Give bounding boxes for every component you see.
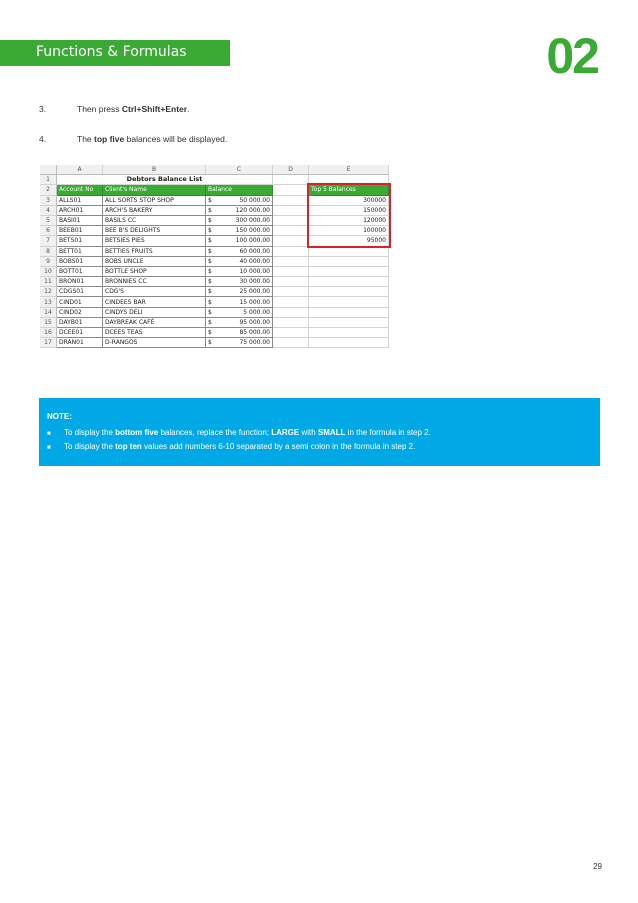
top5-cell (309, 287, 389, 297)
row-number: 7 (40, 236, 57, 246)
row-number: 2 (40, 185, 57, 195)
account-cell: ARCH01 (57, 205, 103, 215)
note-box (39, 398, 600, 466)
balance-cell: $ 50 000.00 (206, 195, 273, 205)
header-name: Client's Name (103, 185, 206, 195)
row-number: 9 (40, 256, 57, 266)
top5-highlight-box (307, 183, 391, 248)
table-row (40, 297, 389, 307)
currency-symbol: $ (208, 206, 212, 214)
page-number: 29 (593, 862, 602, 871)
column-header: B (103, 165, 206, 175)
row-number: 12 (40, 287, 57, 297)
row-number: 11 (40, 277, 57, 287)
account-cell: DAYB01 (57, 317, 103, 327)
currency-symbol: $ (208, 278, 212, 286)
balance-cell: $ 15 000.00 (206, 297, 273, 307)
top5-cell: 120000 (309, 215, 389, 225)
currency-symbol: $ (208, 339, 212, 347)
currency-symbol: $ (208, 227, 212, 235)
balance-cell: $ 85 000.00 (206, 328, 273, 338)
currency-symbol: $ (208, 288, 212, 296)
row-number: 14 (40, 307, 57, 317)
balance-cell: $ 120 000.00 (206, 205, 273, 215)
name-cell: BETSIES PIES (103, 236, 206, 246)
column-header: A (57, 165, 103, 175)
row-number: 8 (40, 246, 57, 256)
top5-cell: 150000 (309, 205, 389, 215)
top5-cell (309, 328, 389, 338)
name-cell: ARCH'S BAKERY (103, 205, 206, 215)
step-text: The top five balances will be displayed. (77, 134, 228, 144)
name-cell: DAYBREAK CAFÉ (103, 317, 206, 327)
account-cell: BOTT01 (57, 266, 103, 276)
note-item: ■ To display the bottom five balances, replace the function; LARGE with SMALL in the formula in step 2. (47, 428, 431, 437)
balance-cell: $ 100 000.00 (206, 236, 273, 246)
balance-cell: $ 40 000.00 (206, 256, 273, 266)
table-row (40, 266, 389, 276)
top5-cell (309, 317, 389, 327)
balance-cell: $ 75 000.00 (206, 338, 273, 348)
currency-symbol: $ (208, 196, 212, 204)
balance-cell: $ 150 000.00 (206, 226, 273, 236)
account-cell: BETT01 (57, 246, 103, 256)
account-cell: DCEE01 (57, 328, 103, 338)
top5-cell (309, 277, 389, 287)
currency-symbol: $ (208, 318, 212, 326)
top5-cell (309, 266, 389, 276)
account-cell: DRAN01 (57, 338, 103, 348)
account-cell: ALLS01 (57, 195, 103, 205)
balance-cell: $ 30 000.00 (206, 277, 273, 287)
balance-cell: $ 10 000.00 (206, 266, 273, 276)
row-number: 10 (40, 266, 57, 276)
name-cell: BOTTLE SHOP (103, 266, 206, 276)
table-row (40, 328, 389, 338)
row-number: 6 (40, 226, 57, 236)
name-cell: BRONNIES CC (103, 277, 206, 287)
balance-cell: $ 300 000.00 (206, 215, 273, 225)
name-cell: BEE B'S DELIGHTS (103, 226, 206, 236)
name-cell: ALL SORTS STOP SHOP (103, 195, 206, 205)
section-banner (0, 40, 230, 66)
name-cell: BASILS CC (103, 215, 206, 225)
account-cell: CDGS01 (57, 287, 103, 297)
currency-symbol: $ (208, 329, 212, 337)
header-account: Account No (57, 185, 103, 195)
row-number: 5 (40, 215, 57, 225)
table-row (40, 277, 389, 287)
balance-cell: $ 60 000.00 (206, 246, 273, 256)
chapter-number: 02 (546, 28, 598, 84)
name-cell: CDG'S (103, 287, 206, 297)
balance-cell: $ 25 000.00 (206, 287, 273, 297)
section-title: Functions & Formulas (36, 44, 187, 60)
table-row (40, 256, 389, 266)
column-header: E (309, 165, 389, 175)
name-cell: D-RANGOS (103, 338, 206, 348)
step-number: 3. (39, 104, 47, 114)
column-header: C (206, 165, 273, 175)
header-balance: Balance (206, 185, 273, 195)
row-number: 1 (40, 175, 57, 185)
table-row (40, 287, 389, 297)
table-row (40, 338, 389, 348)
currency-symbol: $ (208, 267, 212, 275)
header-top5: Top 5 Balances (309, 185, 389, 195)
step-number: 4. (39, 134, 47, 144)
bullet-icon: ■ (47, 445, 51, 451)
column-header: D (273, 165, 309, 175)
row-number: 16 (40, 328, 57, 338)
name-cell: CINDYS DELI (103, 307, 206, 317)
account-cell: CIND01 (57, 297, 103, 307)
row-number: 13 (40, 297, 57, 307)
sheet-title: Debtors Balance List (57, 175, 273, 185)
top5-cell (309, 307, 389, 317)
table-row (40, 307, 389, 317)
currency-symbol: $ (208, 237, 212, 245)
currency-symbol: $ (208, 247, 212, 255)
top5-cell (309, 338, 389, 348)
balance-cell: $ 5 000.00 (206, 307, 273, 317)
note-title: NOTE: (47, 412, 72, 421)
top5-cell (309, 256, 389, 266)
name-cell: BOBS UNCLE (103, 256, 206, 266)
account-cell: CIND02 (57, 307, 103, 317)
row-number: 4 (40, 205, 57, 215)
account-cell: BETS01 (57, 236, 103, 246)
row-number: 17 (40, 338, 57, 348)
account-cell: BASI01 (57, 215, 103, 225)
top5-cell: 100000 (309, 226, 389, 236)
top5-cell: 300000 (309, 195, 389, 205)
bullet-icon: ■ (47, 431, 51, 437)
name-cell: DCEES TEAS (103, 328, 206, 338)
table-row (40, 317, 389, 327)
spreadsheet-screenshot (40, 165, 389, 348)
account-cell: BOBS01 (57, 256, 103, 266)
top5-cell: 95000 (309, 236, 389, 246)
name-cell: CINDEES BAR (103, 297, 206, 307)
account-cell: BEEB01 (57, 226, 103, 236)
row-number: 15 (40, 317, 57, 327)
currency-symbol: $ (208, 308, 212, 316)
column-headers (40, 165, 389, 175)
currency-symbol: $ (208, 217, 212, 225)
balance-cell: $ 95 000.00 (206, 317, 273, 327)
note-item: ■ To display the top ten values add numbers 6-10 separated by a semi colon in the formula in step 2. (47, 442, 416, 451)
account-cell: BRON01 (57, 277, 103, 287)
currency-symbol: $ (208, 298, 212, 306)
currency-symbol: $ (208, 257, 212, 265)
row-number: 3 (40, 195, 57, 205)
top5-cell (309, 297, 389, 307)
name-cell: BETTIES FRUITS (103, 246, 206, 256)
step-text: Then press Ctrl+Shift+Enter. (77, 104, 190, 114)
